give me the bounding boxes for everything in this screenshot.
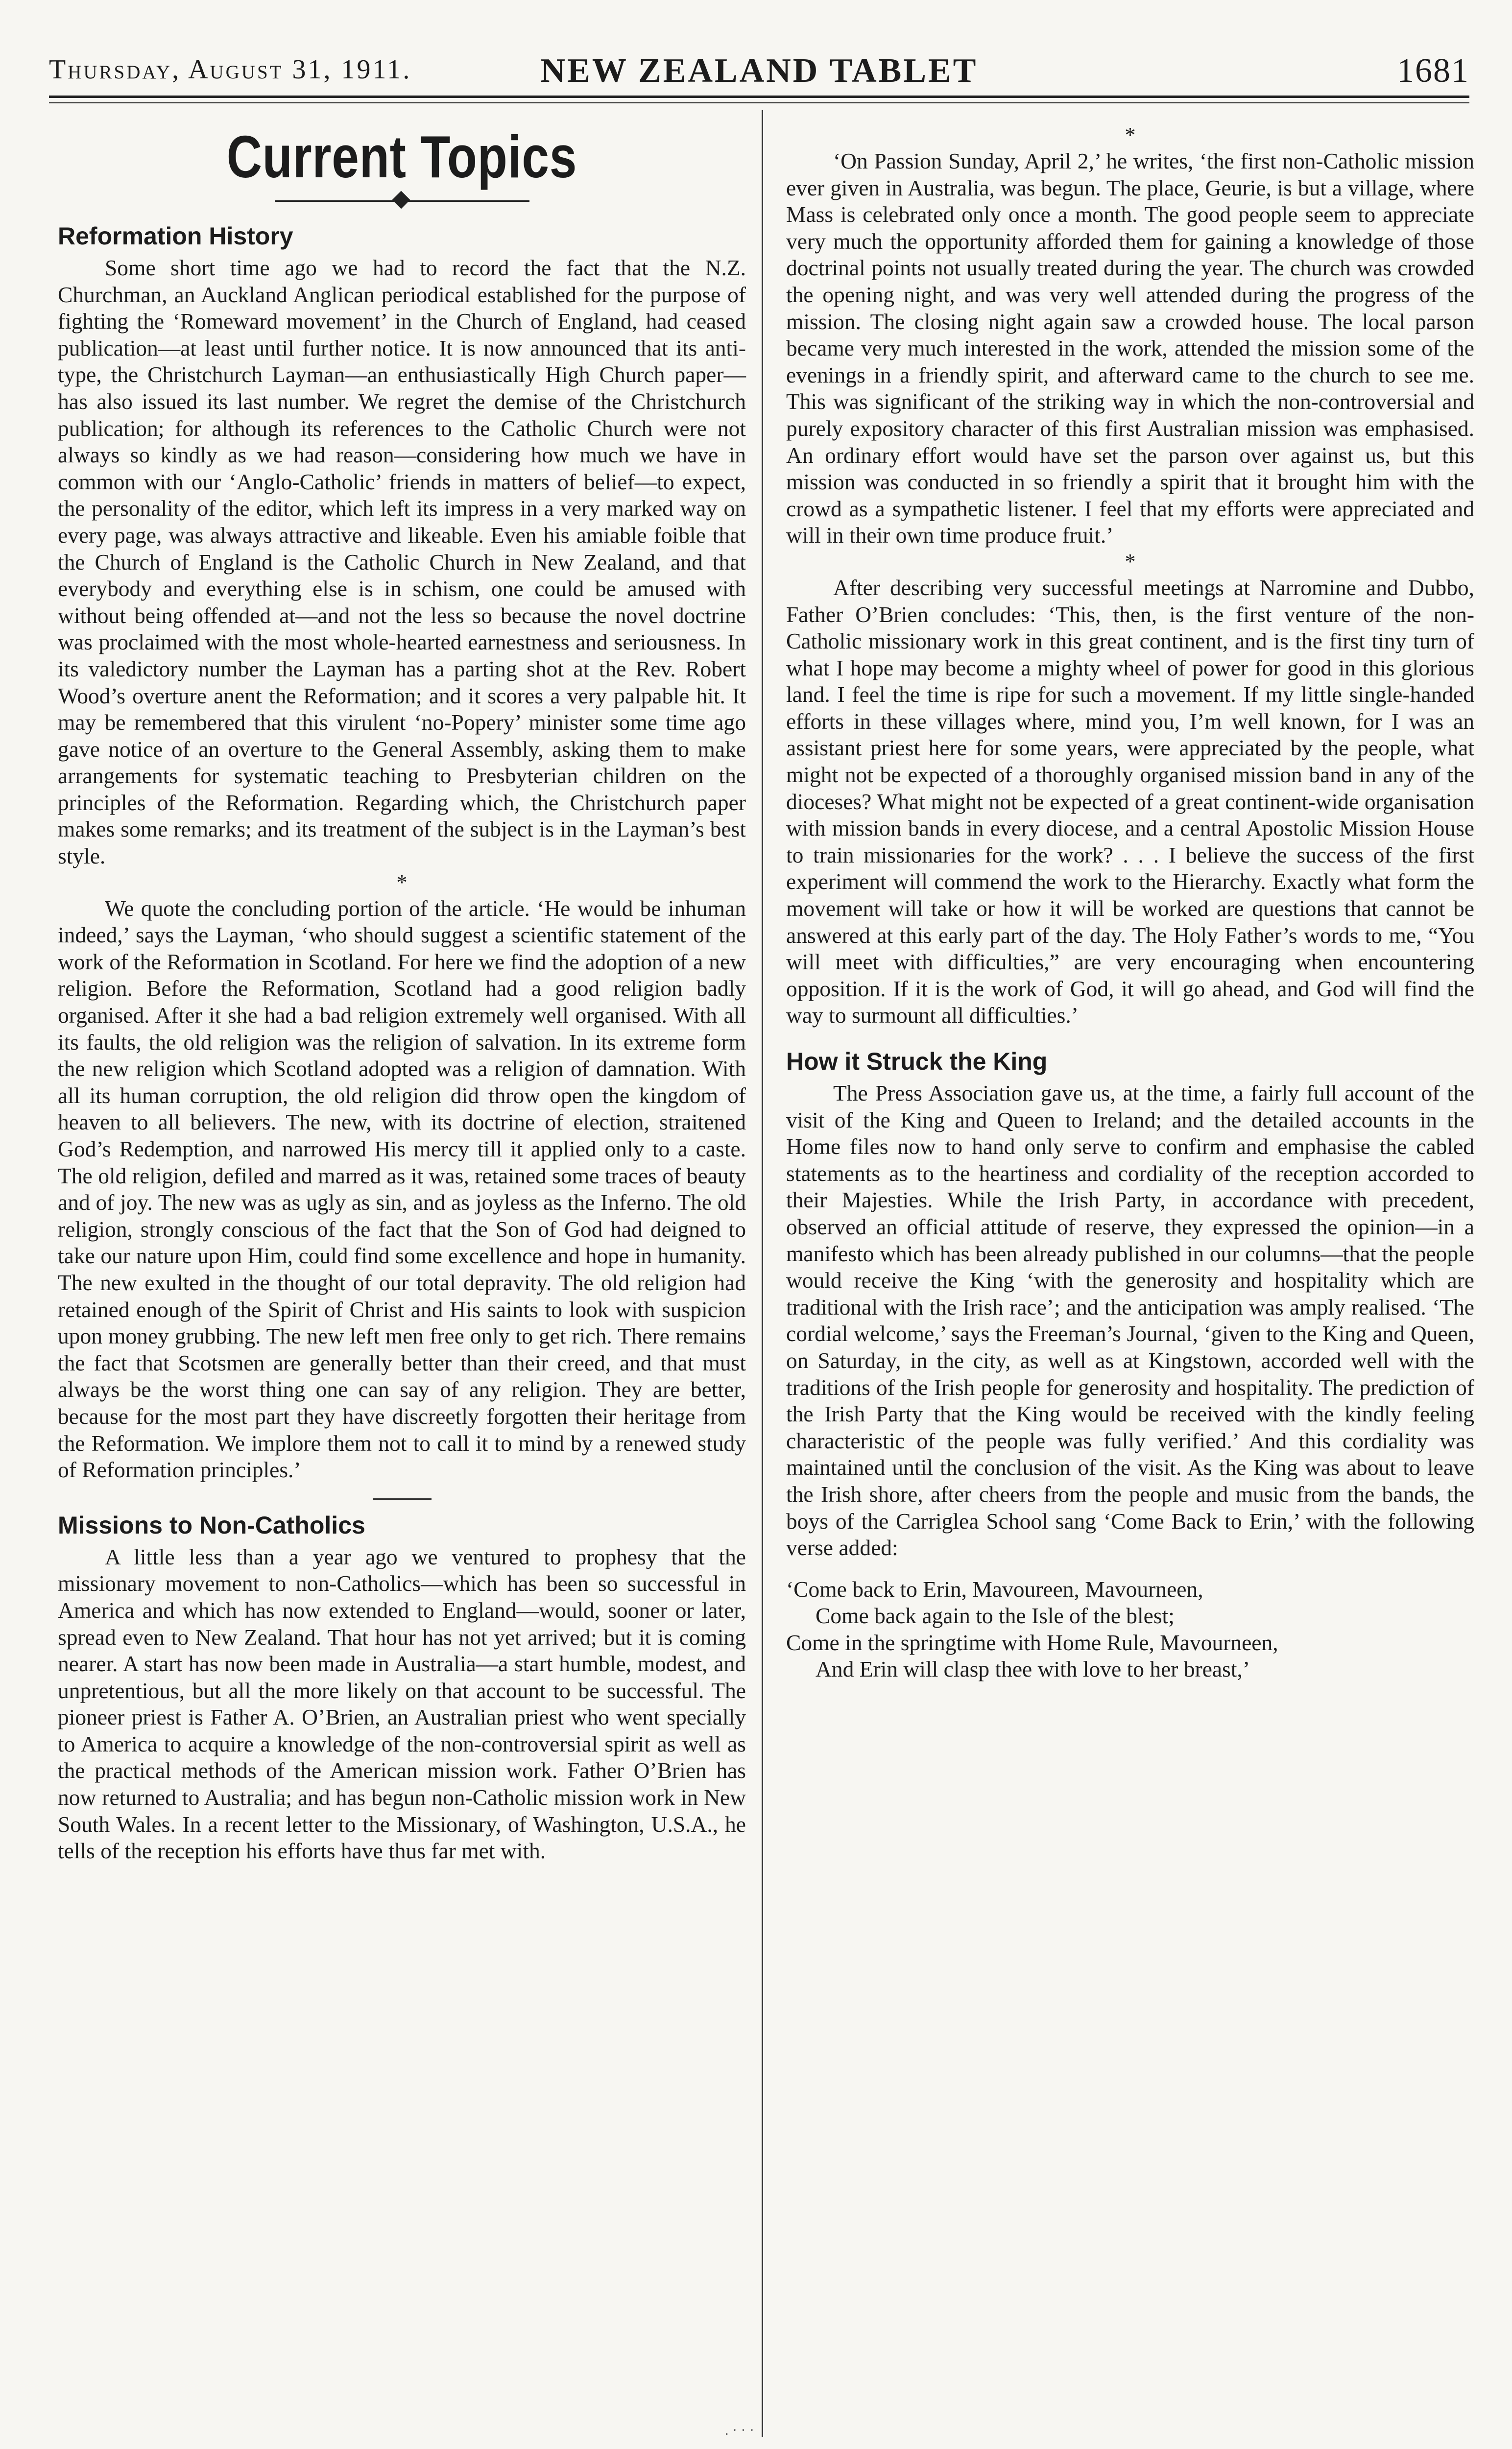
section-star: *: [396, 870, 408, 894]
verse-block: [786, 1576, 1474, 1683]
section-star: *: [1125, 549, 1136, 574]
section-heading-king: How it Struck the King: [786, 1048, 1048, 1075]
king-paragraph-1: The Press Association gave us, at the time, a fairly full account of the visit of the King and Queen to Ireland; and the detailed accounts in the Home files now to hand only serve to confirm and emphasise the cabled statements as to the heartiness and cordiality of the reception accorded to their Majesties. While the Irish Party, in accordance with precedent, observed an official attitude of reserve, they expressed the opinion—in a manifesto which has been already published in our columns—that the people would receive the King ‘with the generosity and hospitality which are traditional with the Irish race’; and the anticipation was amply realised. ‘The cordial welcome,’ says the Freeman’s Journal, ‘given to the King and Queen, on Saturday, in the city, as well as at Kingstown, accorded well with the traditions of the Irish people for generosity and hospitality. The prediction of the Irish Party that the King would be received with the kindly feeling characteristic of the people was fully verified.’ And this cordiality was maintained until the conclusion of the visit. As the King was about to leave the Irish shore, after cheers from the people and music from the bands, the boys of the Carriglea School sang ‘Come Back to Erin,’ with the following verse added:: [786, 1080, 1474, 1561]
title-ornament: [275, 191, 529, 211]
left-column: [58, 118, 746, 1865]
diamond-icon: [392, 191, 410, 209]
footer-mark: . · · ·: [725, 2422, 754, 2438]
section-rule: [373, 1498, 432, 1500]
reformation-paragraph-1: Some short time ago we had to record the fact that the N.Z. Churchman, an Auckland Anglican periodical established for the purpose of fighting the ‘Romeward movement’ in the Church of England, had ceased publication—at least until further notice. It is now announced that its anti-type, the Christchurch Layman—an enthusiastically High Church paper—has also issued its last number. We regret the demise of the Christchurch publication; for although its references to the Catholic Church were not always so kindly as we had reason—considering how much we have in common with our ‘Anglo-Catholic’ friends in matters of belief—to expect, the personality of the editor, which left its impress in a very marked way on every page, was always attractive and likeable. Even his amiable foible that the Church of England is the Catholic Church in New Zealand, and that everybody and everything else is in schism, one could be amused with without being offended at—and not the less so because the novel doctrine was proclaimed with the most whole-hearted earnestness and seriousness. In its valedictory number the Layman has a parting shot at the Rev. Robert Wood’s overture anent the Reformation; and it scores a very palpable hit. It may be remembered that this virulent ‘no-Popery’ minister some time ago gave notice of an overture to the General Assembly, asking them to make arrangements for systematic teaching to Presbyterian children on the principles of the Reformation. Regarding which, the Christchurch paper makes some remarks; and its treatment of the subject is in the Layman’s best style.: [58, 255, 746, 869]
header-rule: [49, 102, 1469, 103]
section-heading-missions: Missions to Non-Catholics: [58, 1511, 365, 1539]
issue-date: Thursday, August 31, 1911.: [49, 54, 412, 85]
verse-line: Come back again to the Isle of the blest;: [816, 1603, 1175, 1629]
verse-line: And Erin will clasp thee with love to her breast,’: [816, 1657, 1250, 1682]
reformation-paragraph-2: We quote the concluding portion of the article. ‘He would be inhuman indeed,’ says the Layman, ‘who should suggest a scientific statement of the work of the Reformation in Scotland. For here we find the adoption of a new religion. Before the Reformation, Scotland had a good religion badly organised. After it she had a bad religion extremely well organised. With all its faults, the old religion was the religion of salvation. In its extreme form the new religion which Scotland adopted was a religion of damnation. With all its human corruption, the old religion did throw open the kingdom of heaven to all believers. The new, with its doctrine of election, straitened God’s Redemption, and narrowed His mercy till it applied only to a caste. The old religion, defiled and marred as it was, retained some traces of beauty and of joy. The new was as ugly as sin, and as joyless as the Inferno. The old religion, strongly conscious of the fact that the Son of God had deigned to take our nature upon Him, could find some excellence and hope in humanity. The new exulted in the thought of our total depravity. The old religion had retained enough of the Spirit of Christ and His saints to look with suspicion upon money grubbing. The new left men free only to get rich. There remains the fact that Scotsmen are generally better than their creed, and that must always be the worst thing one can say of any religion. They are better, because for the most part they have discreetly forgotten their heritage from the Reformation. We implore them not to call it to mind by a renewed study of Reformation principles.’: [58, 895, 746, 1483]
page-number: 1681: [1397, 52, 1469, 90]
missions-paragraph-3: After describing very successful meetings at Narromine and Dubbo, Father O’Brien concludes: ‘This, then, is the first venture of the non-Catholic missionary work in this great continent, and is the first tiny turn of what I hope may become a mighty wheel of power for good in this glorious land. I feel the time is ripe for such a movement. If my little single-handed efforts in these villages where, mind you, I’m well known, for I was an assistant priest here for some years, were appreciated by the people, what might not be expected of a thoroughly organised mission band in any of the dioceses? What might not be expected of a great continent-wide organisation with mission bands in every diocese, and a central Apostolic Mission House to train missionaries for the work? . . . I believe the success of the first experiment will commend the work to the Hierarchy. Exactly what form the movement will take or how it will be worked are questions that cannot be answered at this early part of the day. The Holy Father’s words to me, “You will meet with difficulties,” are very encouraging when encountering opposition. If it is the work of God, it will go ahead, and God will find the way to surmount all difficulties.’: [786, 575, 1474, 1028]
section-heading-reformation: Reformation History: [58, 222, 293, 250]
page-title: Current Topics: [226, 123, 577, 190]
page-header: [49, 51, 1469, 98]
section-star: *: [1125, 123, 1136, 147]
verse-line: ‘Come back to Erin, Mavoureen, Mavourneen,: [786, 1576, 1203, 1602]
right-column: [786, 122, 1474, 1683]
missions-paragraph-1: A little less than a year ago we ventured to prophesy that the missionary movement to non-Catholics—which has been so successful in America and which has now extended to England—would, sooner or later, spread even to New Zealand. That hour has not yet arrived; but it is coming nearer. A start has now been made in Australia—a start humble, modest, and unpretentious, but all the more likely on that account to be successful. The pioneer priest is Father A. O’Brien, an Australian priest who went specially to America to acquire a knowledge of the non-controversial spirit as well as the practical methods of the American mission work. Father O’Brien has now returned to Australia; and has begun non-Catholic mission work in New South Wales. In a recent letter to the Missionary, of Washington, U.S.A., he tells of the reception his efforts have thus far met with.: [58, 1544, 746, 1864]
newspaper-title: NEW ZEALAND TABLET: [540, 52, 978, 90]
verse-line: Come in the springtime with Home Rule, Mavourneen,: [786, 1630, 1278, 1655]
missions-paragraph-2: ‘On Passion Sunday, April 2,’ he writes, ‘the first non-Catholic mission ever given in Australia, was begun. The place, Geurie, is but a village, where Mass is celebrated only once a month. The good people seem to appreciate very much the opportunity afforded them for gaining a knowledge of those doctrinal points not usually treated during the year. The church was crowded the opening night, and was very well attended during the progress of the mission. The closing night again saw a crowded house. The local parson became very much interested in the work, attended the mission some of the evenings in a friendly spirit, and afterward came to the church to see me. This was significant of the striking way in which the non-controversial and purely expository character of this first Australian mission was emphasised. An ordinary effort would have set the parson over against us, but this mission was conducted in so friendly a spirit that it brought him with the crowd as a sympathetic listener. I feel that my efforts were appreciated and will in their own time produce fruit.’: [786, 148, 1474, 548]
column-divider: [762, 110, 763, 2437]
